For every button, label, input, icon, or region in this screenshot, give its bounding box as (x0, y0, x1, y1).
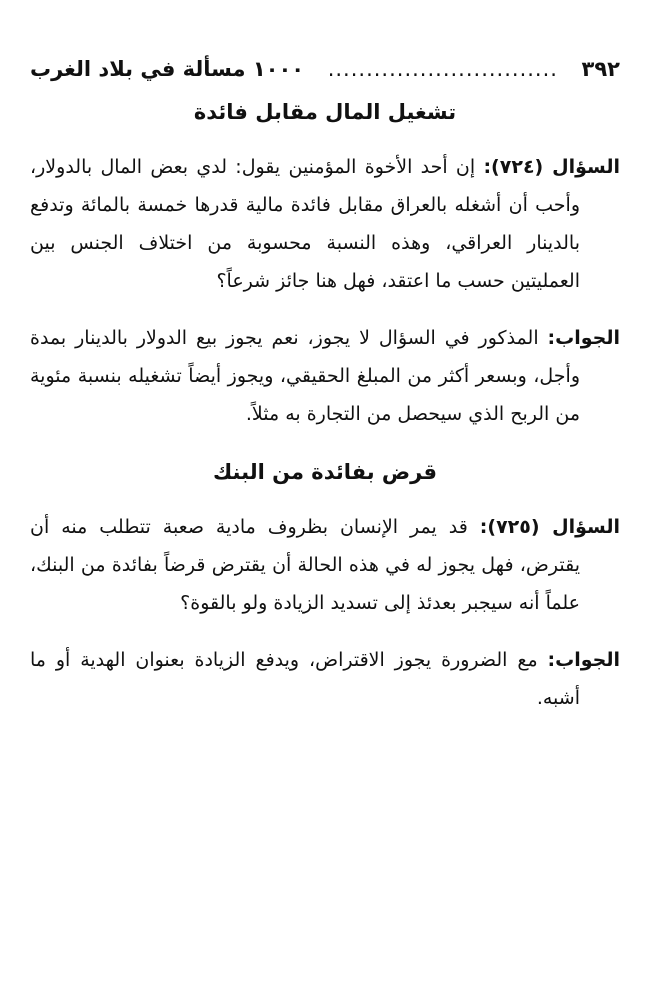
running-header (30, 55, 620, 85)
header-leader-dots: .............................. (327, 57, 558, 81)
question-724 (30, 148, 620, 300)
question-label: السؤال (٧٢٥): (479, 516, 620, 538)
question-text: قد يمر الإنسان بظروف مادية صعبة تتطلب منه أن يقترض، فهل يجوز له في هذه الحالة أن يقترض قرضاً بفائدة من البنك، علماً أنه سيجبر بعدئذ إلى تسديد الزيادة ولو بالقوة؟ (30, 516, 580, 614)
page-number: ٣٩٢ (581, 57, 620, 81)
answer-text: مع الضرورة يجوز الاقتراض، ويدفع الزيادة بعنوان الهدية أو ما أشبه. (30, 649, 580, 709)
answer-725 (30, 641, 620, 717)
answer-label: الجواب: (547, 327, 620, 349)
book-page (30, 55, 620, 736)
answer-724 (30, 319, 620, 433)
section-heading-1: تشغيل المال مقابل فائدة (193, 100, 457, 124)
question-text: إن أحد الأخوة المؤمنين يقول: لدي بعض المال بالدولار، وأحب أن أشغله بالعراق مقابل فائدة مالية قدرها خمسة بالمائة وتدفع بالدينار العراقي، وهذه النسبة محسوبة من اختلاف الجنس بين العمليتين حسب ما اعتقد، فهل هنا جائز شرعاً؟ (30, 156, 580, 292)
question-label: السؤال (٧٢٤): (483, 156, 620, 178)
answer-text: المذكور في السؤال لا يجوز، نعم يجوز بيع الدولار بالدينار بمدة وأجل، وبسعر أكثر من المبلغ الحقيقي، ويجوز أيضاً تشغيله بنسبة مئوية من الربح الذي سيحصل من التجارة به مثلاً. (30, 327, 580, 425)
book-title: ١٠٠٠ مسألة في بلاد الغرب (30, 57, 305, 81)
section-heading-2: قرض بفائدة من البنك (213, 460, 437, 484)
question-725 (30, 508, 620, 622)
answer-label: الجواب: (547, 649, 621, 671)
